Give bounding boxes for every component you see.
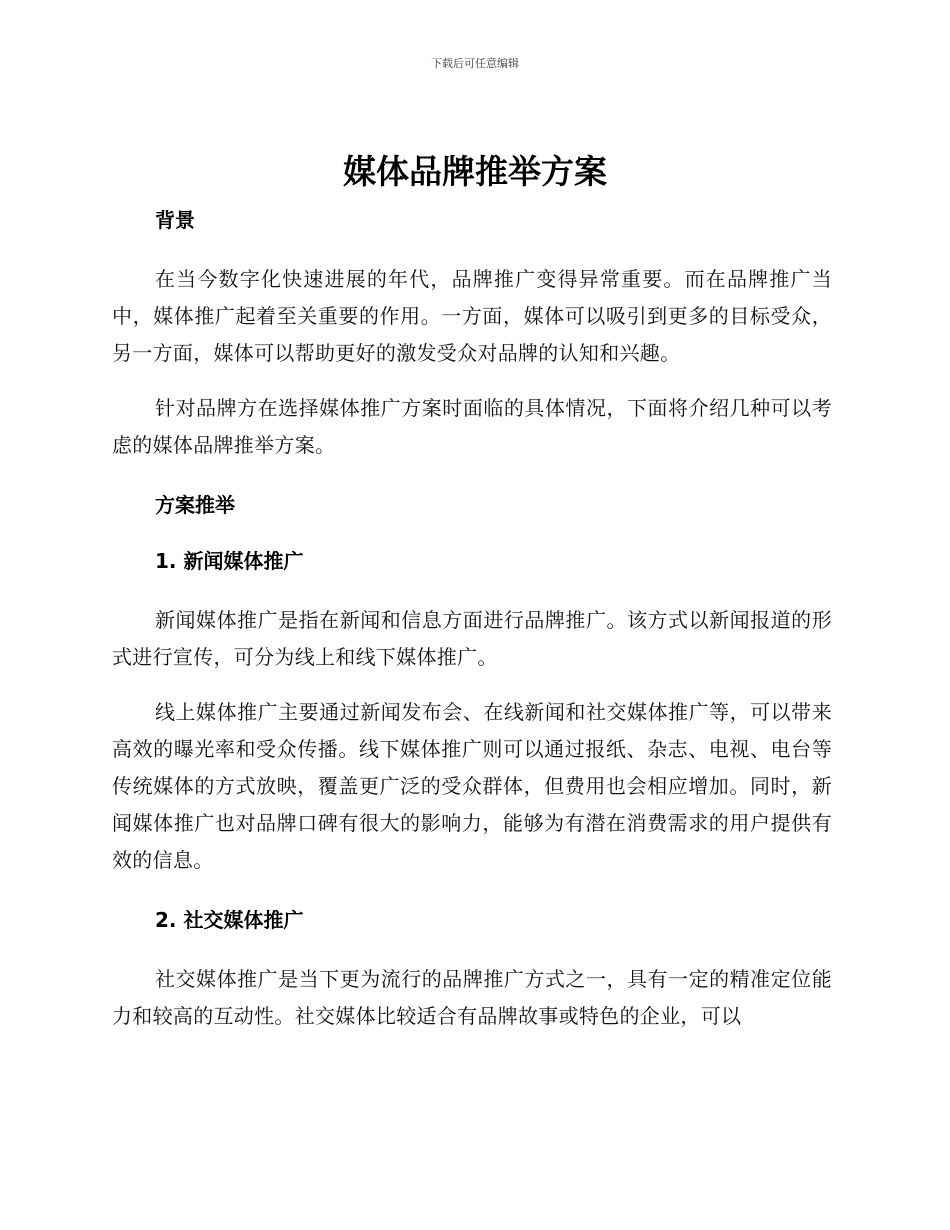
section-heading-news-media: 1. 新闻媒体推广 bbox=[155, 549, 304, 573]
section-heading-background: 背景 bbox=[155, 208, 195, 232]
page-header: 下载后可任意编辑 bbox=[431, 57, 519, 70]
document-body bbox=[112, 205, 832, 1053]
document-title: 媒体品牌推举方案 bbox=[343, 152, 607, 191]
paragraph: 社交媒体推广是当下更为流行的品牌推广方式之一，具有一定的精准定位能力和较高的互动性。社交媒体比较适合有品牌故事或特色的企业，可以 bbox=[112, 967, 832, 1028]
paragraph: 在当今数字化快速进展的年代，品牌推广变得异常重要。而在品牌推广当中，媒体推广起着至关重要的作用。一方面，媒体可以吸引到更多的目标受众，另一方面，媒体可以帮助更好的激发受众对品牌的认知和兴趣。 bbox=[112, 267, 832, 365]
section-heading-social-media: 2. 社交媒体推广 bbox=[155, 908, 304, 932]
paragraph: 线上媒体推广主要通过新闻发布会、在线新闻和社交媒体推广等，可以带来高效的曝光率和受众传播。线下媒体推广则可以通过报纸、杂志、电视、电台等传统媒体的方式放映，覆盖更广泛的受众群体，但费用也会相应增加。同时，新闻媒体推广也对品牌口碑有很大的影响力，能够为有潜在消费需求的用户提供有效的信息。 bbox=[112, 700, 832, 872]
section-heading-recommendations: 方案推举 bbox=[155, 493, 235, 517]
paragraph: 针对品牌方在选择媒体推广方案时面临的具体情况，下面将介绍几种可以考虑的媒体品牌推举方案。 bbox=[112, 396, 832, 457]
paragraph: 新闻媒体推广是指在新闻和信息方面进行品牌推广。该方式以新闻报道的形式进行宣传，可分为线上和线下媒体推广。 bbox=[112, 608, 832, 669]
